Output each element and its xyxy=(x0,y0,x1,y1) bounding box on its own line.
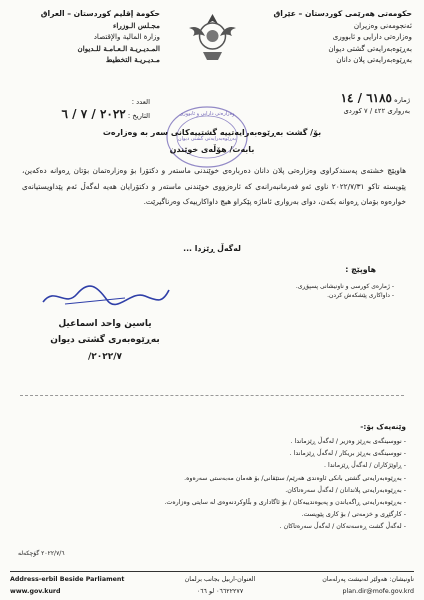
reference-date-value: ٤٢٢ / ٧ كوردی xyxy=(343,107,386,115)
signature-date: ٢٠٢٢/٧/ xyxy=(87,352,123,362)
attachments-heading: هاوپێچ : xyxy=(345,265,376,274)
stamp-center-text: بەڕێوەبەرایەتی گشتی دیوان xyxy=(177,136,237,142)
header-right-line: بەڕێوەبەرایەتی پلان دانان xyxy=(336,55,412,64)
bottom-stamp-date: ٢٠٢٢/٧/٦ گۆچکەلە xyxy=(18,550,65,557)
footer xyxy=(10,571,414,598)
copy-item: - ڕاوێژکاران / لەگەڵ ڕێزماندا . xyxy=(323,462,406,470)
footer-arabic xyxy=(160,574,280,598)
copy-item: - کارگێڕی و خزمەتی / بۆ کاری پێویست. xyxy=(301,511,406,519)
official-stamp xyxy=(162,102,252,172)
footer-address-arabic: العنوان-اربيل بجانب برلمان xyxy=(184,576,256,583)
copy-item: - بەڕێوەبەرایەتی ڕاگەیاندن و پەیوەندییەکان / بۆ ئاگاداری و بڵاوکردنەوەی لە سایتی وەزارەت. xyxy=(164,499,406,507)
arabic-date-block xyxy=(30,96,150,122)
handwritten-signature xyxy=(35,282,175,312)
header-left-line: حكومة إقليم كوردستان – العراق xyxy=(40,9,160,18)
footer-address-english: Address-erbil Beside Parliament xyxy=(10,576,125,583)
letterhead-kurdish xyxy=(252,8,412,66)
subject-line: بابەت/ هۆڵەی خوێندن xyxy=(169,145,255,154)
addressee-line: بۆ/ گشت بەڕێوەبەرایەتییە گشتییەکانی سەر بە وەزارەت xyxy=(102,128,322,137)
header-right-line: حكومەتی هەرێمی کوردستان – عێراق xyxy=(273,9,412,18)
greeting: لەگەڵ ڕێزدا ... xyxy=(183,244,241,253)
reference-date-label: بەرواری xyxy=(387,107,410,115)
header-right-line: وەزارەتی دارایی و ئابووری xyxy=(332,32,412,41)
reference-number-value: ٦١٨٥ / ١٤ xyxy=(340,91,392,105)
attachment-item: - ژمارەی کورسی و ناونیشانی پسپۆڕی. xyxy=(295,283,394,290)
arabic-date-value: ٢٠٢٢ / ٧ / ٦ xyxy=(61,107,126,121)
attachments-list xyxy=(194,282,394,300)
header-right-line: بەڕێوەبەرایەتی گشتی دیوان xyxy=(328,43,412,53)
copy-item: - بەڕێوەبەرایەتی گشتی بانکی ئاوەندی هەرێم/ ستێفانی/ بۆ هەمان مەبەستی سەرەوە. xyxy=(184,474,406,482)
header-left-line: مـديـريـة التخطيط xyxy=(105,55,160,64)
footer-address-kurdish: ناونیشان: هەولێر لەنیشت پەرلەمان xyxy=(322,576,414,583)
footer-kurdish xyxy=(322,574,414,598)
footer-phone: ٠٦٦٢٢٢٧٧ لو ٠٦٦ xyxy=(196,588,244,595)
kurdistan-emblem-icon xyxy=(185,6,240,66)
signatory-title: بەڕێوەبەری گشتی دیوان xyxy=(50,335,160,345)
header-right-line: ئەنجومەنی وەزیران xyxy=(353,20,412,30)
stamp-ring-text: وەزارەتی دارایی و ئابووری xyxy=(179,111,235,117)
footer-website: www.gov.kurd xyxy=(10,588,61,595)
section-divider xyxy=(20,395,404,396)
footer-english xyxy=(10,574,124,598)
header-left-line: وزارة المالية والإقتصاد xyxy=(93,32,160,41)
copy-item: - لەگەڵ گشت ڕەسەنەکان / لەگەڵ سەرەتاکان . xyxy=(279,523,406,531)
arabic-date-label: التاريخ : xyxy=(127,112,150,120)
attachment-item: - داواکاری پێشکەش کردن. xyxy=(327,292,394,299)
reference-block xyxy=(230,93,410,117)
reference-number-label: ژمارە xyxy=(394,96,410,104)
copy-item: - نووسینگەی بەڕێز وەزیر / لەگەڵ ڕێزماندا . xyxy=(290,438,406,445)
signature-block xyxy=(30,282,180,366)
arabic-number-label: العدد : xyxy=(131,98,150,106)
signatory-name: یاسین واحد اسماعیل xyxy=(58,319,152,329)
copy-item: - نووسینگەی بەڕێز بریکار / لەگەڵ ڕێزماندا . xyxy=(289,450,406,458)
footer-email: plan.dir@mofe.gov.krd xyxy=(342,588,414,595)
header-left-line: المـديـريـة الـعـامـة للـديوان xyxy=(77,43,160,53)
copies-list xyxy=(11,436,406,534)
copies-heading: وێنەیەک بۆ:- xyxy=(360,422,406,431)
letter-body: هاوپێچ خشتەی پەسندکراوی وەزارەتی پلان دانان دەربارەی خوێندنی ماستەر و دکتۆرا بۆ وەزارەتمان بۆتان ڕەوانە دەکەین، پێویستە تاکو ٢٠٢٢/٧/٣١ ناوی ئەو فەرمانبەرانەی کە ئارەزووی خوێندنی ماستەر و دکتۆرایان هەیە لەگەڵ ئەم پێداویستیانەی خوارەوە بۆمان ڕەوانە بکەن، دوای بەرواری ئاماژە پێکراو هیچ داواکارییەک وەرناگیرێت. xyxy=(22,166,406,206)
header-left-line: مجـلس الـوزراء xyxy=(113,20,160,30)
copy-item: - بەڕێوەبەرایەتی پلاندانان / لەگەڵ سەرەتاکان. xyxy=(285,486,406,494)
letterhead-arabic xyxy=(10,8,160,66)
